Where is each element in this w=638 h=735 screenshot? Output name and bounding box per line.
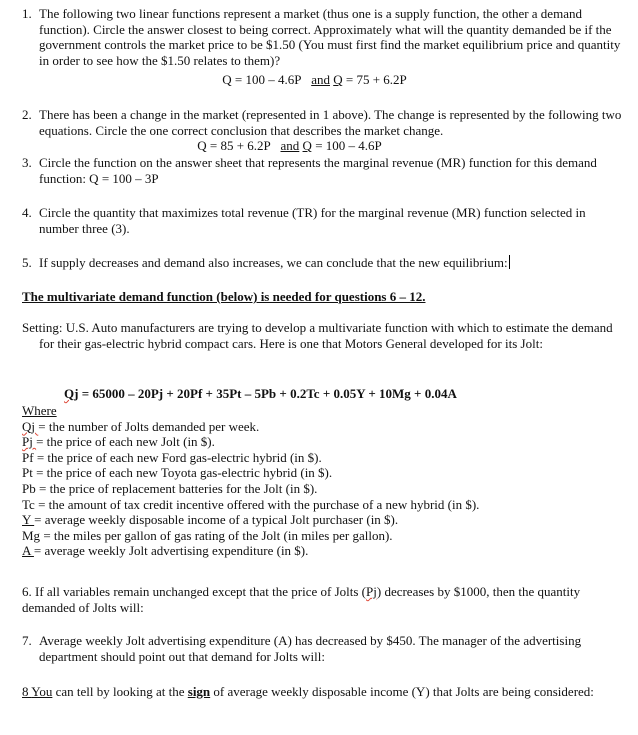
question-text: Average weekly Jolt advertising expenditure (A) has decreased by $450. The manager of the advertising department should point out that demand for Jolts will:	[39, 633, 582, 664]
question-3	[22, 155, 624, 186]
definition-item	[22, 465, 612, 481]
definition-item	[22, 528, 612, 544]
question-2	[22, 107, 624, 138]
definition-symbol: Tc	[22, 496, 35, 512]
question-number: 3.	[22, 155, 32, 170]
question-text: Circle the function on the answer sheet that represents the marginal revenue (MR) function for this demand function: Q = 100 – 3P	[39, 155, 597, 186]
question-text-a: can tell by looking at the	[52, 684, 188, 699]
and-connector: and	[280, 138, 300, 153]
question-1	[22, 6, 624, 68]
definition-item	[22, 481, 612, 497]
definition-symbol: Pt	[22, 465, 33, 481]
question-text: Circle the quantity that maximizes total revenue (TR) for the marginal revenue (MR) function selected in number three (3).	[39, 205, 586, 236]
question-5	[22, 255, 624, 271]
question-8	[22, 684, 624, 700]
definition-text: = average weekly Jolt advertising expenditure (in $).	[33, 543, 309, 559]
question-text-b: ) decreases by $1000, then the quantity demanded of Jolts will:	[22, 584, 581, 615]
equation-lhs: Qj	[64, 386, 79, 401]
sign-word: sign	[187, 684, 211, 699]
question-number: 4.	[22, 205, 32, 220]
definitions-list	[22, 403, 612, 559]
question-number: 6.	[22, 584, 32, 599]
question-text-b: of average weekly disposable income (Y) that Jolts are being considered:	[210, 684, 594, 699]
equation-q: Q	[302, 138, 312, 153]
question-number: 2.	[22, 107, 32, 122]
equation-demand: Q = 100 – 4.6P	[222, 72, 302, 87]
equation-demand: = 100 – 4.6P	[311, 138, 382, 153]
definition-text: = the price of replacement batteries for the Jolt (in $).	[35, 480, 318, 496]
definition-item	[22, 497, 612, 513]
equation-supply: Q = 85 + 6.2P	[197, 138, 271, 153]
equation-q: Q	[333, 72, 343, 87]
definition-symbol: Pb	[22, 480, 36, 496]
question-7	[22, 633, 624, 664]
definition-symbol: Pf	[22, 449, 34, 465]
question-4	[22, 205, 624, 236]
definition-text: = the price of each new Jolt (in $).	[36, 434, 215, 450]
definition-symbol: Qj	[22, 418, 39, 434]
section-heading: The multivariate demand function (below) is needed for questions 6 – 12.	[22, 289, 426, 304]
question-text: If supply decreases and demand also increases, we can conclude that the new equilibrium:	[39, 255, 508, 270]
definition-symbol: Pj	[22, 434, 37, 450]
you-word: You	[31, 684, 53, 699]
definition-item	[22, 434, 612, 450]
equation-rhs: = 65000 – 20Pj + 20Pf + 35Pt – 5Pb + 0.2Tc + 0.05Y + 10Mg + 0.04A	[78, 386, 457, 401]
question-number: 7.	[22, 633, 32, 648]
question-text-a: If all variables remain unchanged except that the price of Jolts (	[35, 584, 367, 599]
definition-symbol: Y	[22, 512, 35, 528]
demand-equation	[64, 386, 604, 402]
setting-text: Setting: U.S. Auto manufacturers are trying to develop a multivariate function with which to estimate the demand for their gas-electric hybrid compact cars. Here is one that Motors General developed for its Jolt:	[22, 320, 613, 351]
definition-text: = the price of each new Ford gas-electric hybrid (in $).	[33, 449, 322, 465]
question-number: 5.	[22, 255, 32, 270]
question-number: 1.	[22, 6, 32, 21]
definition-text: = the number of Jolts demanded per week.	[38, 418, 260, 434]
definition-text: = the price of each new Toyota gas-electric hybrid (in $).	[32, 465, 333, 481]
definition-text: = the miles per gallon of gas rating of the Jolt (in miles per gallon).	[40, 527, 393, 543]
definition-item	[22, 450, 612, 466]
definition-symbol: Mg	[22, 527, 41, 543]
price-symbol: Pj	[366, 584, 377, 599]
text-cursor	[509, 255, 510, 269]
definition-item	[22, 543, 612, 559]
definition-text: = the amount of tax credit incentive offered with the purchase of a new hybrid (in $).	[34, 496, 480, 512]
q1-equations	[22, 72, 607, 88]
question-text: There has been a change in the market (represented in 1 above). The change is represented by the following two equations. Circle the one correct conclusion that describes the market change.	[39, 107, 622, 138]
definition-text: = average weekly disposable income of a typical Jolt purchaser (in $).	[34, 512, 399, 528]
question-text: The following two linear functions represent a market (thus one is a supply function, the other a demand function). Circle the answer closest to being correct. Approximately what will the quantity demanded be if the government controls the market price to be $1.50 (You must first find the market equilibrium price and quantity in order to see how the $1.50 relates to them)?	[39, 6, 621, 68]
where-label: Where	[22, 403, 57, 418]
question-number: 8	[22, 684, 32, 699]
setting-paragraph	[22, 320, 624, 351]
definition-symbol: A	[22, 543, 34, 559]
equation-supply: = 75 + 6.2P	[342, 72, 407, 87]
definition-item	[22, 512, 612, 528]
question-6	[22, 584, 607, 615]
definition-item	[22, 419, 612, 435]
q2-equations	[22, 138, 557, 154]
and-connector: and	[311, 72, 330, 87]
